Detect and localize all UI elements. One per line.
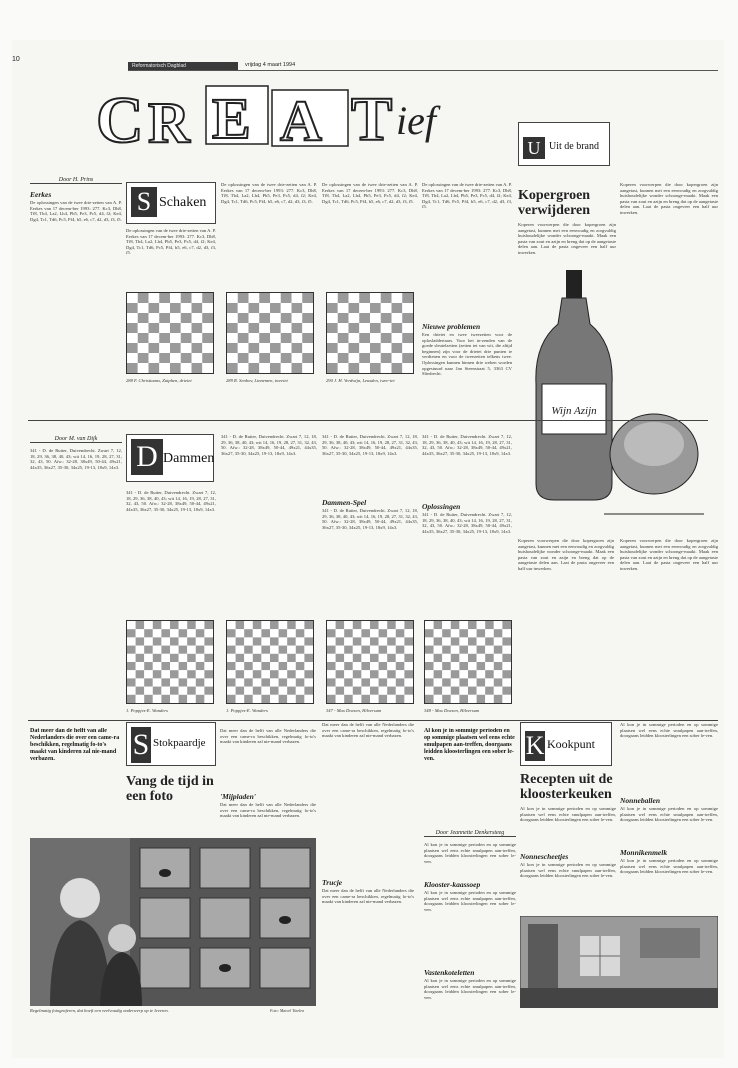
section-title: Dammen — [163, 451, 215, 466]
chess-diagram-289 — [226, 292, 314, 374]
creatief-logo — [96, 76, 566, 156]
draughts-caption-1: 1. Poppjes-E. Wanders — [126, 708, 168, 713]
koken-sub-title-4: Nonneballen — [620, 796, 661, 805]
svg-text:ief: ief — [396, 98, 436, 143]
chess-text-3: De oplossingen van de twee drie-zetten van A. P. Eerkes van 17 decem-ber 1993: 277. Kc3, Dh8, Tf8, Tb4, La2, Lh4, Pb5, Pe3, Pc5, d4, f2; Ke4, Dg4, Tc1, Td6, Pc5, Pf4, b5, e6, c7, d2, d3, f3, f5. — [221, 182, 317, 204]
issue-date: vrijdag 4 maart 1994 — [245, 62, 296, 68]
draughts-caption-2: 1. Poppjes-E. Wanders — [226, 708, 268, 713]
stokpaardje-section-header — [126, 722, 216, 766]
draughts-byline: Door M. van Dijk — [30, 436, 122, 443]
koken-title: Recepten uit de kloosterkeuken — [520, 772, 613, 802]
kopergroen-title: Kopergroen verwijderen — [518, 188, 591, 218]
draughts-text-2: 341 - D. de Ruiter, Duivendrecht. Zwart 7, 12, 18, 29, 36, 38, 40, 43; wit 14, 16, 19, 28, 27, 31, 32, 43, 50. Afw.: 32-28, 38x49, 50-44, 49x21, 44x35, 36x27, 35-30, 34x25, 19-13, 18x9, 14x3. — [126, 490, 216, 512]
koken-sub-title-2: Vastenkoteletten — [424, 968, 475, 977]
chess-diagram-288 — [126, 292, 214, 374]
foto-sub-title-2: Trucje — [322, 878, 343, 887]
draughts-diagram-4 — [424, 620, 512, 704]
chess-sub-title: Nieuwe problemen — [422, 322, 481, 331]
koken-text-6: Al kon je in sommige perioden en op sommige plaatsen wel eens echte smulpapen aan-treffen, doorgaans leidden kloosterlingen een sober le-ven. — [620, 722, 718, 739]
koken-text-3: Al kon je in sommige perioden en op sommige plaatsen wel eens echte smulpapen aan-treffen, doorgaans leidden kloosterlingen een sober le-ven. — [424, 978, 516, 1000]
chess-text-4: De oplossingen van de twee drie-zetten van A. P. Eerkes van 17 decem-ber 1993: 277. Kc3, Dh8, Tf8, Tb4, La2, Lh4, Pb5, Pe3, Pc5, d4, f2; Ke4, Dg4, Tc1, Td6, Pc5, Pf4, b5, e6, c7, d2, d3, f3, f5. — [322, 182, 418, 204]
vinegar-bottle-image — [524, 264, 714, 528]
draughts-text-5: 341 - D. de Ruiter, Duivendrecht. Zwart 7, 12, 18, 29, 36, 38, 40, 43; wit 14, 16, 19, 28, 27, 31, 32, 43, 50. Afw.: 32-28, 38x49, 50-44, 49x21, 44x35, 36x27, 35-30, 34x25, 19-13, 18x9, 14x3. — [322, 508, 418, 530]
draughts-diagram-3 — [326, 620, 414, 704]
foto-text-2: Dat meer dan de helft van alle Nederlanders die over een came-ra beschikken, regelmatig fo-to's maakt van kinderen zal nie-mand verbazen. — [220, 802, 316, 819]
koken-text-2: Al kon je in sommige perioden en op sommige plaatsen wel eens echte smulpapen aan-treffen, doorgaans leidden kloosterlingen een sober le-ven. — [424, 890, 516, 912]
dammen-section-header — [126, 434, 214, 482]
section-title: Stokpaardje — [153, 737, 206, 749]
draughts-text-1: 341 - D. de Ruiter, Duivendrecht. Zwart 7, 12, 18, 29, 36, 38, 40, 43; wit 14, 16, 19, 28, 27, 31, 32, 43, 50. Afw.: 32-28, 38x49, 50-44, 49x21, 44x35, 36x27, 35-30, 34x25, 19-13, 18x9, 14x3. — [30, 448, 122, 470]
foto-text-3: Dat meer dan de helft van alle Nederlanders die over een came-ra beschikken, regelmatig fo-to's maakt van kinderen zal nie-mand verbazen. — [322, 722, 414, 739]
kopergroen-text-2: Koperen voorwerpen die door kopergroen zijn aangetast, kunnen met een eenvoudig en zorgvuldig huishoudelijke wonder schoonge-maakt. Maak een pasta van zout en azijn en breng dat op de aangetaste delen aan. Laat de pasta ongeveer een half uur inwerken. — [620, 182, 718, 215]
kopergroen-text-4: Koperen voorwerpen die door kopergroen zijn aangetast, kunnen met een eenvoudig en zorgvuldig huishoudelijke wonder schoonge-maakt. Maak een pasta van zout en azijn en breng dat op de aangetaste delen aan. Laat de pasta ongeveer een half uur inwerken. — [620, 538, 718, 571]
section-initial-s: S — [132, 728, 150, 761]
draughts-sub-title-1: Dammen-Spel — [322, 498, 367, 507]
draughts-diagram-1 — [126, 620, 214, 704]
kookpunt-section-header — [520, 722, 612, 766]
kopergroen-text-3: Koperen voorwerpen die door kopergroen zijn aangetast, kunnen met een eenvoudig en zorgvuldig huishoudelijke wonder schoonge-maakt. Maak een pasta van zout en azijn en breng dat op de aangetaste delen aan. Laat de pasta ongeveer een half uur inwerken. — [518, 538, 614, 571]
koken-sub-title-1: Klooster-kaassoep — [424, 880, 481, 889]
section-initial-s: S — [131, 187, 157, 217]
koken-sub-title-5: Monnikenmelk — [620, 848, 668, 857]
masthead: Reformatorisch Dagblad — [128, 62, 238, 70]
chess-sub-text: Een drietet en twee tweezetten voor de oplosladdertaars. Voor het in-zenden van de goede sleutelzetten (zetten tet van wit, die altijd beginnen) zijn voor de drietet drie punten te verdienen en voor de tweezetten telkens twee. Oplossingen kunnen binnen drie weken worden opgestuurd naar Jan Steenstraat 5, 3363 CV Sliedrecht. — [422, 332, 512, 377]
koken-byline: Door Jeannette Denkersteeg — [424, 830, 516, 837]
chess-text-2: De oplossingen van de twee drie-zetten van A. P. Eerkes van 17 decem-ber 1993: 277. Kc3, Dh8, Tf8, Tb4, La2, Lh4, Pb5, Pe3, Pc5, d4, f2; Ke4, Dg4, Tc1, Td6, Pc5, Pf4, b5, e6, c7, d2, d3, f3, f5. — [126, 228, 216, 256]
svg-text:E: E — [212, 86, 251, 151]
bottle-label: Wijn Azijn — [551, 405, 597, 417]
koken-text-1: Al kon je in sommige perioden en op sommige plaatsen wel eens echte smulpapen aan-treffen, doorgaans leidden kloosterlingen een sober le-ven. — [424, 842, 516, 864]
draughts-text-4: 341 - D. de Ruiter, Duivendrecht. Zwart 7, 12, 18, 29, 36, 38, 40, 43; wit 14, 16, 19, 28, 27, 31, 32, 43, 50. Afw.: 32-28, 38x49, 50-44, 49x21, 44x35, 36x27, 35-30, 34x25, 19-13, 18x9, 14x3. — [322, 434, 418, 456]
foto-text-4: Dat meer dan de helft van alle Nederlanders die over een came-ra beschikken, regelmatig fo-to's maakt van kinderen zal nie-mand verbazen. — [322, 888, 414, 905]
foto-intro: Dat meer dan de helft van alle Nederlanders die over een came-ra beschikken, regelmatig fo-to's maakt van kinderen zal nie-mand verbazen. — [30, 728, 120, 762]
draughts-sub-title-2: Oplossingen — [422, 502, 461, 511]
draughts-caption-3: 347 - Max Doesen, Hilversum — [326, 708, 382, 713]
section-initial-u: U — [523, 137, 545, 159]
uit-de-brand-section-header — [518, 122, 610, 166]
header-rule — [128, 70, 718, 71]
section-title: Kookpunt — [547, 737, 595, 751]
chess-caption-290: 290 J. H. Verdwijn, Leusden, twee-tet — [326, 378, 395, 383]
koken-text-4: Al kon je in sommige perioden en op sommige plaatsen wel eens echte smulpapen aan-treffen, doorgaans leidden kloosterlingen een sober le-ven. — [520, 806, 616, 823]
svg-text:A: A — [280, 88, 322, 153]
section-divider-2 — [28, 720, 718, 721]
chess-byline: Door H. Prins — [30, 177, 122, 184]
kopergroen-text: Koperen voorwerpen die door kopergroen zijn aangetast, kunnen met een eenvoudig en zorgvuldig huishoudelijke wonder schoonge-maakt. Maak een pasta van zout en azijn en breng dat op de aangetaste delen aan. Laat de pasta ongeveer een half uur inwerken. — [518, 222, 616, 255]
chess-title: Eerkes — [30, 190, 52, 199]
foto-text-1: Dat meer dan de helft van alle Nederlanders die over een came-ra beschikken, regelmatig fo-to's maakt van kinderen zal nie-mand verbazen. — [220, 728, 316, 745]
section-title: Schaken — [159, 195, 207, 210]
monastery-kitchen-photo — [520, 916, 718, 1008]
section-initial-d: D — [131, 439, 163, 475]
page-number: 10 — [12, 56, 20, 63]
foto-caption: Regelmatig fotograferen, dat hoeft een veelvoudig onderwerp op te leveren. — [30, 1008, 169, 1013]
draughts-diagram-2 — [226, 620, 314, 704]
chess-text-5: De oplossingen van de twee drie-zetten van A. P. Eerkes van 17 decem-ber 1993: 277. Kc3, Dh8, Tf8, Tb4, La2, Lh4, Pb5, Pe3, Pc5, d4, f2; Ke4, Dg4, Tc1, Td6, Pc5, Pf4, b5, e6, c7, d2, d3, f3, f5. — [422, 182, 512, 210]
koken-text-5: Al kon je in sommige perioden en op sommige plaatsen wel eens echte smulpapen aan-treffen, doorgaans leidden kloosterlingen een sober le-ven. — [520, 862, 616, 879]
draughts-oplossingen: 341 - D. de Ruiter, Duivendrecht. Zwart 7, 12, 18, 29, 36, 38, 40, 43; wit 14, 16, 19, 28, 27, 31, 32, 43, 50. Afw.: 32-28, 38x49, 50-44, 49x21, 44x35, 36x27, 35-30, 34x25, 19-13, 18x9, 14x3. — [422, 512, 512, 534]
chess-text: De oplossingen van de twee drie-zetten van A. P. Eerkes van 17 decem-ber 1993: 277. Kc3, Dh8, Tf8, Tb4, La2, Lh4, Pb5, Pe3, Pc5, d4, f2; Ke4, Dg4, Tc1, Td6, Pc5, Pf4, b5, e6, c7, d2, d3, f3, f5. — [30, 200, 122, 222]
foto-credit: Foto: Marcel Tinelen — [270, 1008, 305, 1013]
koken-sub-title-3: Nonnescheetjes — [520, 852, 569, 861]
section-title: Uit de brand — [549, 141, 599, 152]
chess-diagram-290 — [326, 292, 414, 374]
foto-sub-title-1: 'Mijpladen' — [220, 792, 256, 801]
section-divider — [28, 420, 708, 421]
chess-caption-289: 289 R. Senhov, Linnemen, tweetet — [226, 378, 288, 383]
svg-text:R: R — [148, 90, 190, 155]
foto-title: Vang de tijd in een foto — [126, 774, 214, 804]
koken-text-8: Al kon je in sommige perioden en op sommige plaatsen wel eens echte smulpapen aan-treffen, doorgaans leidden kloosterlingen een sober le-ven. — [620, 858, 718, 875]
svg-text:T: T — [351, 86, 393, 154]
draughts-text-6: 341 - D. de Ruiter, Duivendrecht. Zwart 7, 12, 18, 29, 36, 38, 40, 43; wit 14, 16, 19, 28, 27, 31, 32, 43, 50. Afw.: 32-28, 38x49, 50-44, 49x21, 44x35, 36x27, 35-30, 34x25, 19-13, 18x9, 14x3. — [422, 434, 512, 456]
children-birds-photo — [30, 838, 316, 1006]
draughts-caption-4: 348 - Max Doesen, Hilversum — [424, 708, 480, 713]
draughts-text-3: 341 - D. de Ruiter, Duivendrecht. Zwart 7, 12, 18, 29, 36, 38, 40, 43; wit 14, 16, 19, 28, 27, 31, 32, 43, 50. Afw.: 32-28, 38x49, 50-44, 49x21, 44x35, 36x27, 35-30, 34x25, 19-13, 18x9, 14x3. — [221, 434, 317, 456]
svg-text:C: C — [96, 84, 144, 156]
section-initial-k: K — [525, 731, 545, 760]
chess-caption-288: 288 F. Christiaans, Zutphen, drietet — [126, 378, 192, 383]
schaken-section-header — [126, 182, 216, 224]
koken-text-7: Al kon je in sommige perioden en op sommige plaatsen wel eens echte smulpapen aan-treffen, doorgaans leidden kloosterlingen een sober le-ven. — [620, 806, 718, 823]
koken-intro: Al kon je in sommige perioden en op sommige plaatsen wel eens echte smulpapen aan-treffen, doorgaans leidden kloosterlingen een sober le-ven. — [424, 728, 515, 762]
